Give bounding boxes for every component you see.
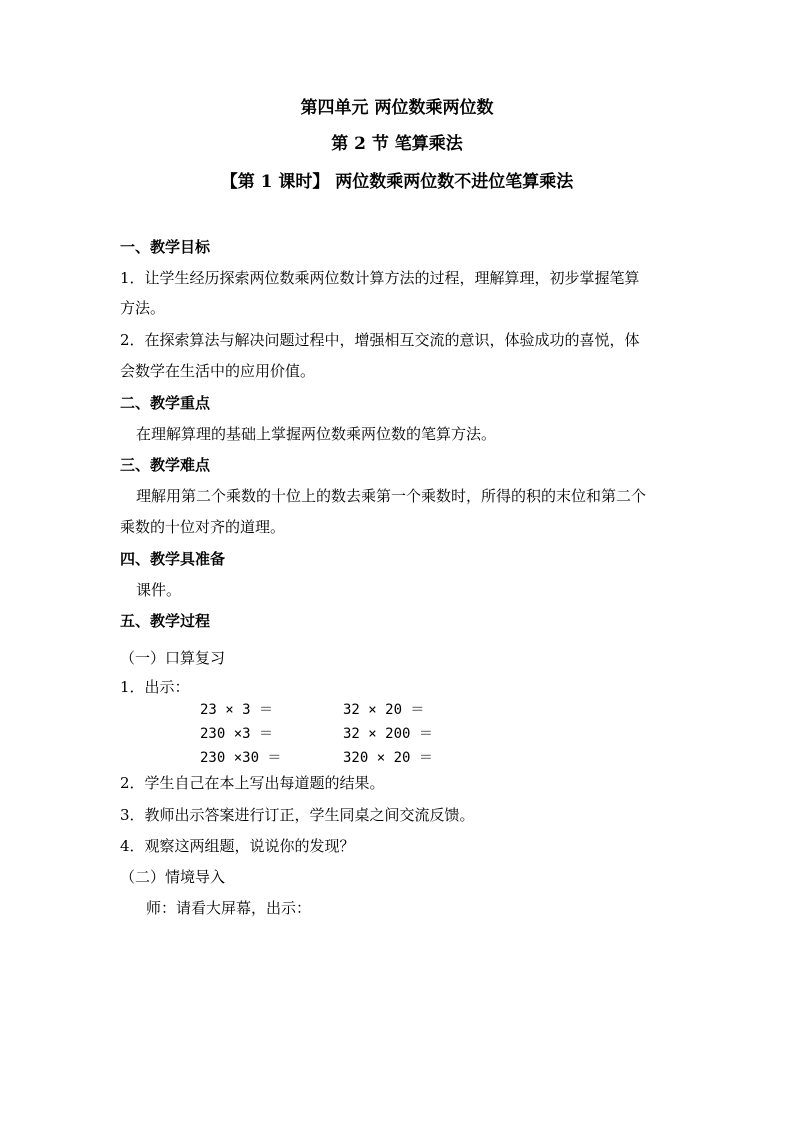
calc-right-2: 32 × 200 ＝	[343, 726, 433, 742]
step-1: 1．出示：	[120, 678, 190, 696]
goal-2-line-2: 会数学在生活中的应用价值。	[120, 362, 316, 380]
key-point-heading: 二、教学重点	[120, 394, 211, 412]
goal-2-line-1: 2．在探索算法与解决问题过程中，增强相互交流的意识，体验成功的喜悦，体	[120, 331, 640, 349]
process-heading: 五、教学过程	[120, 612, 211, 630]
step-2: 2．学生自己在本上写出每道题的结果。	[120, 774, 385, 792]
prep-heading: 四、教学具准备	[120, 550, 226, 568]
goal-1-line-2: 方法。	[120, 299, 166, 317]
teacher-line: 师：请看大屏幕，出示：	[146, 899, 312, 917]
situation-heading: （二）情境导入	[120, 868, 226, 886]
key-point-text: 在理解算理的基础上掌握两位数乘两位数的笔算方法。	[136, 425, 497, 443]
calc-right-3: 320 × 20 ＝	[343, 750, 433, 766]
step-4: 4．观察这两组题，说说你的发现？	[120, 837, 355, 855]
difficulty-line-1: 理解用第二个乘数的十位上的数去乘第一个乘数时，所得的积的末位和第二个	[136, 487, 647, 505]
prep-text: 课件。	[136, 581, 182, 599]
step-3: 3．教师出示答案进行订正，学生同桌之间交流反馈。	[120, 806, 475, 824]
goal-1-line-1: 1．让学生经历探索两位数乘两位数计算方法的过程，理解算理，初步掌握笔算	[120, 269, 640, 287]
difficulty-line-2: 乘数的十位对齐的道理。	[120, 518, 286, 536]
difficulty-heading: 三、教学难点	[120, 456, 211, 474]
calc-right-1: 32 × 20 ＝	[343, 702, 425, 718]
calc-left-3: 230 ×30 ＝	[200, 750, 282, 766]
goals-heading: 一、教学目标	[120, 238, 211, 256]
lesson-title: 【第 1 课时】 两位数乘两位数不进位笔算乘法	[220, 172, 574, 192]
section-title: 第 2 节 笔算乘法	[331, 134, 463, 154]
calc-left-1: 23 × 3 ＝	[200, 702, 274, 718]
calc-left-2: 230 ×3 ＝	[200, 726, 274, 742]
unit-title: 第四单元 两位数乘两位数	[300, 98, 494, 118]
oral-review-heading: （一）口算复习	[120, 649, 226, 667]
